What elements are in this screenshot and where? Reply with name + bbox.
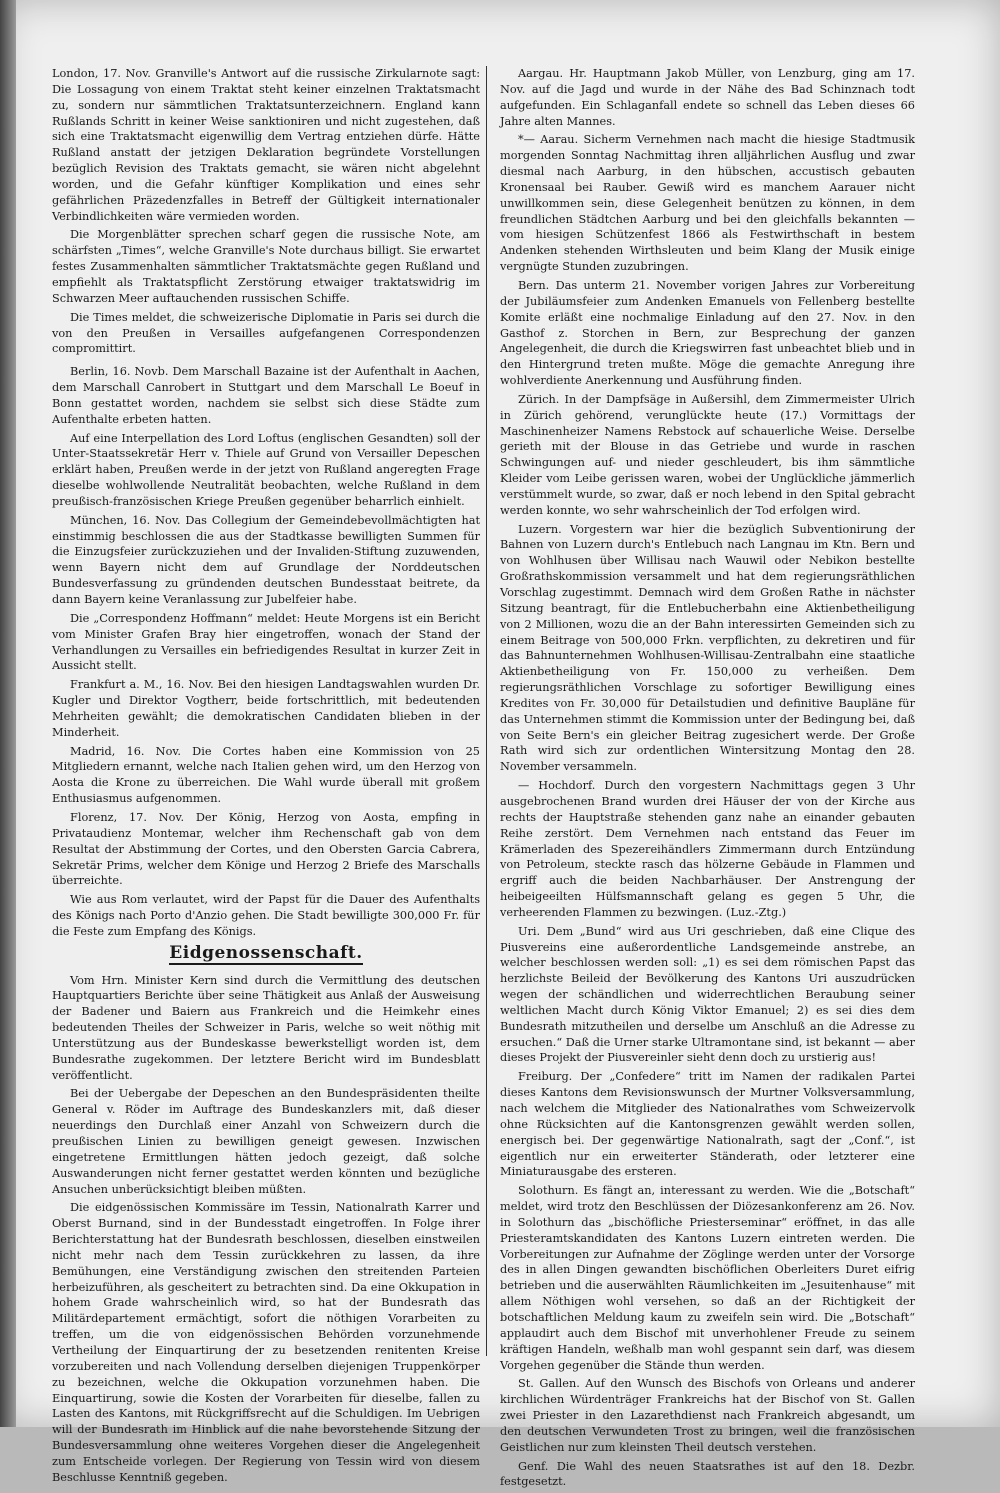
section-heading: Eidgenossenschaft. (169, 942, 363, 963)
article-berlin: Berlin, 16. Novb. Dem Marschall Bazaine ist der Aufenthalt in Aachen, dem Marschall Canrobert in Stuttgart und dem Marschall Le Boeuf in Bonn gestattet worden, nachdem sie selbst sich diese Städte zum Aufenthalte erbeten hatten. (52, 365, 480, 426)
article-solothurn: Solothurn. Es fängt an, interessant zu werden. Wie die „Botschaft“ meldet, wird trotz den Beschlüssen der Diözesankonferenz am 26. Nov. in Solothurn das „bischöfliche Priesterseminar“ eröffnet, in das alle Priesteramtskandidaten des Kantons Luzern eintreten werden. Die Vorbereitungen zur Aufnahme der Zöglinge werden unter der Vorsorge des in allen Dingen gewandten bischöflichen Oberleiters Duret eifrig betrieben und die auserwählten Räumlichkeiten im „Jesuitenhause“ mit allem Nöthigen wohl versehen, so daß an der Richtigkeit der botschaftlichen Meldung kaum zu zweifeln sein wird. Die „Botschaft“ applaudirt auch dem Bischof mit unverhohlener Freude zu seinem kräftigen Handeln, weßhalb man wohl gespannt sein darf, was diesem Vorgehen gegenüber die Stände thun werden. (500, 1184, 915, 1372)
article-london-times: Die Morgenblätter sprechen scharf gegen die russische Note, am schärfsten „Times“, welche Granville's Note durchaus billigt. Sie erwartet festes Zusammenhalten sämmtlicher Traktatsmächte gegen Rußland und empfiehlt als Traktatspflicht Zerstörung etwaiger traktatswidrig im Schwarzen Meer auftauchenden russischen Schiffe. (52, 228, 480, 305)
article-aarau: *— Aarau. Sicherm Vernehmen nach macht die hiesige Stadtmusik morgenden Sonntag Nachmittag ihren alljährlichen Ausflug und zwar diesmal nach Aarburg, in den hübschen, accustisch gebauten Kronensaal bei Rauber. Gewiß wird es manchem Aarauer nicht unwillkommen sein, diese Gelegenheit benützen zu können, in dem freundlichen Städtchen Aarburg und bei den gleichfalls bekannten — vom hiesigen Schützenfest 1866 als Festwirthschaft in bestem Andenken stehenden Wirthsleuten und beim Klang der Musik einige vergnügte Stunden zuzubringen. (500, 133, 915, 274)
article-genf: Genf. Die Wahl des neuen Staatsrathes ist auf den 18. Dezbr. festgesetzt. (500, 1459, 915, 1489)
article-kern: Vom Hrn. Minister Kern sind durch die Vermittlung des deutschen Hauptquartiers Berichte über seine Thätigkeit aus Anlaß der Ausweisung der Badener und Baiern aus Frankreich und die Heimkehr eines bedeutenden Theiles der Schweizer in Paris, welche so weit nöthig mit Unterstützung aus der Bundeskasse bewerkstelligt worden ist, dem Bundesrathe zugekommen. Der letztere Bericht wird im Bundesblatt veröffentlicht. (52, 973, 480, 1082)
article-luzern: Luzern. Vorgestern war hier die bezüglich Subventionirung der Bahnen von Luzern durch's Entlebuch nach Langnau im Ktn. Bern und von Wohlhusen über Willisau nach Wauwil oder Nebikon bestellte Großrathskommission versammelt und hat dem regierungsräthlichen Vorschlag zugestimmt. Demnach wird dem Großen Rathe in nächster Sitzung beantragt, für die Entlebucherbahn eine Aktienbetheiligung von 2 Millionen, wozu die an der Bahn interessirten Gemeinden sich zu einem Beitrage von 500,000 Frkn. verpflichten, zu dekretiren und für das Bahnunternehmen Wohlhusen-Willisau-Zentralbahn eine staatliche Aktienbetheiligung von Fr. 150,000 zu verheißen. Dem regierungsräthlichen Vorschlage zu sofortiger Bewilligung eines Kredites von Fr. 30,000 für Detailstudien und definitive Baupläne für das Unternehmen stimmt die Kommission unter der Bedingung bei, daß von Seite Bern's ein gleicher Beitrag zugesichert werde. Der Große Rath wird sich zur ordentlichen Wintersitzung Montag den 28. November versammeln. (500, 522, 915, 774)
right-column (500, 66, 915, 1493)
section-heading-wrapper (52, 942, 480, 965)
article-bern: Bern. Das unterm 21. November vorigen Jahres zur Vorbereitung der Jubiläumsfeier zum Andenken Emanuels von Fellenberg bestellte Komite erläßt eine nochmalige Einladung auf den 27. Nov. in den Gasthof z. Storchen in Bern, zur Besprechung der ganzen Angelegenheit, die durch die Kriegswirren fast unbeachtet blieb und in den Hintergrund treten mußte. Möge die gemachte Anregung ihre wohlverdiente Anerkennung und Ausführung finden. (500, 278, 915, 388)
article-muenchen-hoffmann: Die „Correspondenz Hoffmann“ meldet: Heute Morgens ist ein Bericht vom Minister Grafen Bray hier eingetroffen, wonach der Stand der Verhandlungen zu Versailles ein befriedigendes Resultat in kurzer Zeit in Aussicht stellt. (52, 611, 480, 673)
article-muenchen: München, 16. Nov. Das Collegium der Gemeindebevollmächtigten hat einstimmig beschlossen die aus der Stadtkasse bewilligten Summen für die Einzugsfeier zurückzuziehen und der Invaliden-Stiftung zuzuwenden, wenn Bayern nicht dem auf Grundlage der Norddeutschen Bundesverfassung zu gründenden deutschen Bundesstaat beitrete, da dann Bayern keine Veranlassung zur Jubelfeier habe. (52, 513, 480, 606)
column-divider (486, 66, 487, 1356)
article-st-gallen: St. Gallen. Auf den Wunsch des Bischofs von Orleans und anderer kirchlichen Würdenträger Frankreichs hat der Bischof von St. Gallen zwei Priester in den Lazarethdienst nach Frankreich abgesandt, um den deutschen Verwundeten Trost zu bringen, weil die französischen Geistlichen nur zum kleinsten Theil deutsch verstehen. (500, 1377, 915, 1454)
article-london-diplomacy: Die Times meldet, die schweizerische Diplomatie in Paris sei durch die von den Preußen in Versailles aufgefangenen Correspondenzen compromittirt. (52, 310, 480, 356)
page-edge-shadow (0, 0, 16, 1427)
article-aargau: Aargau. Hr. Hauptmann Jakob Müller, von Lenzburg, ging am 17. Nov. auf die Jagd und wurde in der Nähe des Bad Schinznach todt aufgefunden. Ein Schlaganfall endete so schnell das Leben dieses 66 Jahre alten Mannes. (500, 67, 915, 128)
article-freiburg: Freiburg. Der „Confedere“ tritt im Namen der radikalen Partei dieses Kantons dem Revisionswunsch der Murtner Volksversammlung, nach welchem die Mitglieder des Nationalrathes vom Schweizervolk ohne Rücksichten auf die Kantonsgrenzen gewählt werden sollen, energisch bei. Der gegenwärtige Nationalrath, sagt der „Conf.“, ist eigentlich nur ein erweiterter Ständerath, oder letzterer eine Miniaturausgabe des ersteren. (500, 1070, 915, 1179)
article-madrid: Madrid, 16. Nov. Die Cortes haben eine Kommission von 25 Mitgliedern ernannt, welche nach Italien gehen wird, um den Herzog von Aosta die Krone zu überreichen. Die Wahl wurde überall mit großem Enthusiasmus aufgenommen. (52, 744, 480, 806)
article-frankfurt: Frankfurt a. M., 16. Nov. Bei den hiesigen Landtagswahlen wurden Dr. Kugler und Direktor Vogtherr, beide fortschrittlich, mit bedeutenden Mehrheiten gewählt; die demokratischen Candidaten blieben in der Minderheit. (52, 678, 480, 739)
article-roeder: Bei der Uebergabe der Depeschen an den Bundespräsidenten theilte General v. Röder im Auftrage des Bundeskanzlers mit, daß dieser neuerdings den Durchlaß einer Anzahl von Schweizern durch die preußischen Linien zu bewilligen geneigt gewesen. Inzwischen eingetretene Ermittlungen hätten jedoch gezeigt, daß solche Auswanderungen nicht ferner gestattet werden könnten und bezügliche Ansuchen unberücksichtigt bleiben müßten. (52, 1087, 480, 1196)
article-tessin: Die eidgenössischen Kommissäre im Tessin, Nationalrath Karrer und Oberst Burnand, sind in der Bundesstadt eingetroffen. In Folge ihrer Berichterstattung hat der Bundesrath beschlossen, dieselben einstweilen nicht mehr nach dem Tessin zurückkehren zu lassen, da ihre Bemühungen, eine Verständigung zwischen den streitenden Parteien herbeizuführen, als gescheitert zu betrachten sind. Da eine Okkupation in hohem Grade wahrscheinlich wird, so hat der Bundesrath das Militärdepartement ermächtigt, sofort die nöthigen Vorarbeiten zu treffen, um die von eidgenössischen Behörden vorzunehmende Vertheilung der Einquartirung der zu besetzenden renitenten Kreise vorzubereiten und nach Vollendung derselben diejenigen Truppenkörper zu bezeichnen, welche die Okkupation vorzunehmen haben. Die Einquartirung, sowie die Kosten der Vorarbeiten für dieselbe, fallen zu Lasten des Kantons, mit Rückgriffsrecht auf die Schuldigen. Im Uebrigen will der Bundesrath im Hinblick auf die nahe bevorstehende Sitzung der Bundesversammlung ohne weiteres Vorgehen dieser die Angelegenheit zum Entscheide vorlegen. Der Regierung von Tessin wird von diesem Beschlusse Kenntniß gegeben. (52, 1201, 480, 1484)
left-column (52, 66, 480, 1489)
article-berlin-loftus: Auf eine Interpellation des Lord Loftus (englischen Gesandten) soll der Unter-Staatssekretär Herr v. Thiele auf Grund von Versailler Depeschen erklärt haben, Preußen werde in der jetzt von Rußland angeregten Frage dieselbe wohlwollende Neutralität beobachten, welche Rußland in dem preußisch-französischen Kriege Preußen gegenüber beharrlich einhielt. (52, 431, 480, 508)
article-uri: Uri. Dem „Bund“ wird aus Uri geschrieben, daß eine Clique des Piusvereins eine außerordentliche Landsgemeinde anstrebe, an welcher beschlossen werden soll: „1) es sei dem römischen Papst das herzlichste Beileid der Bevölkerung des Kantons Uri auszudrücken wegen der schändlichen und widerrechtlichen Beraubung seiner weltlichen Macht durch König Viktor Emanuel; 2) es sei dies dem Bundesrath mitzutheilen und derselbe um Anschluß an die Adresse zu ersuchen.“ Daß die Urner starke Ultramontane sind, ist bekannt — aber dieses Projekt der Piusvereinler sieht denn doch zu urstierig aus! (500, 924, 915, 1065)
article-hochdorf: — Hochdorf. Durch den vorgestern Nachmittags gegen 3 Uhr ausgebrochenen Brand wurden drei Häuser der von der Kirche aus rechts der Hauptstraße stehenden ganz nahe an einander gebauten Reihe zerstört. Dem Vernehmen nach entstand das Feuer im Krämerladen des Spezereihändlers Zimmermann durch Entzündung von Petroleum, steckte rasch das hölzerne Gebäude in Flammen und ergriff auch die beiden Nachbarhäuser. Der Anstrengung der heibeigeeilten Hülfsmannschaft gelang es gegen 5 Uhr, die verheerenden Flammen zu bezwingen. (Luz.-Ztg.) (500, 779, 915, 919)
article-florenz: Florenz, 17. Nov. Der König, Herzog von Aosta, empfing in Privataudienz Montemar, welcher ihm Rechenschaft gab von dem Resultat der Abstimmung der Cortes, und den Obersten Garcia Cabrera, Sekretär Prims, welcher dem Könige und Herzog 2 Briefe des Marschalls überreichte. (52, 810, 480, 888)
article-london: London, 17. Nov. Granville's Antwort auf die russische Zirkularnote sagt: Die Lossagung von einem Traktat steht keiner einzelnen Traktatsmacht zu, sondern nur sämmtlichen Traktatsunterzeichnern. England kann Rußlands Schritt in keiner Weise sanktioniren und nicht zugestehen, daß sich eine Traktatsmacht eigenwillig dem Vertrag entziehen dürfe. Hätte Rußland anstatt der jetzigen Deklaration begründete Vorstellungen bezüglich Revision des Traktats gemacht, sie wären nicht abgelehnt worden, und die Gefahr künftiger Komplikation und eines sehr gefährlichen Präzedenzfalles in Betreff der Gültigkeit internationaler Verbindlichkeiten wäre vermieden worden. (52, 67, 480, 223)
article-rom: Wie aus Rom verlautet, wird der Papst für die Dauer des Aufenthalts des Königs nach Porto d'Anzio gehen. Die Stadt bewilligte 300,000 Fr. für die Feste zum Empfang des Königs. (52, 893, 480, 938)
article-zuerich: Zürich. In der Dampfsäge in Außersihl, dem Zimmermeister Ulrich in Zürich gehörend, verunglückte heute (17.) Vormittags der Maschinenheizer Namens Rebstock auf schauerliche Weise. Derselbe gerieth mit der Blouse in das Getriebe und wurde in raschen Schwingungen auf- und nieder geschleudert, bis ihm sämmtliche Kleider vom Leibe gerissen waren, wobei der Unglückliche jämmerlich verstümmelt wurde, so zwar, daß er noch lebend in den Spital gebracht werden konnte, wo sehr wahrscheinlich der Tod erfolgen wird. (500, 392, 915, 517)
